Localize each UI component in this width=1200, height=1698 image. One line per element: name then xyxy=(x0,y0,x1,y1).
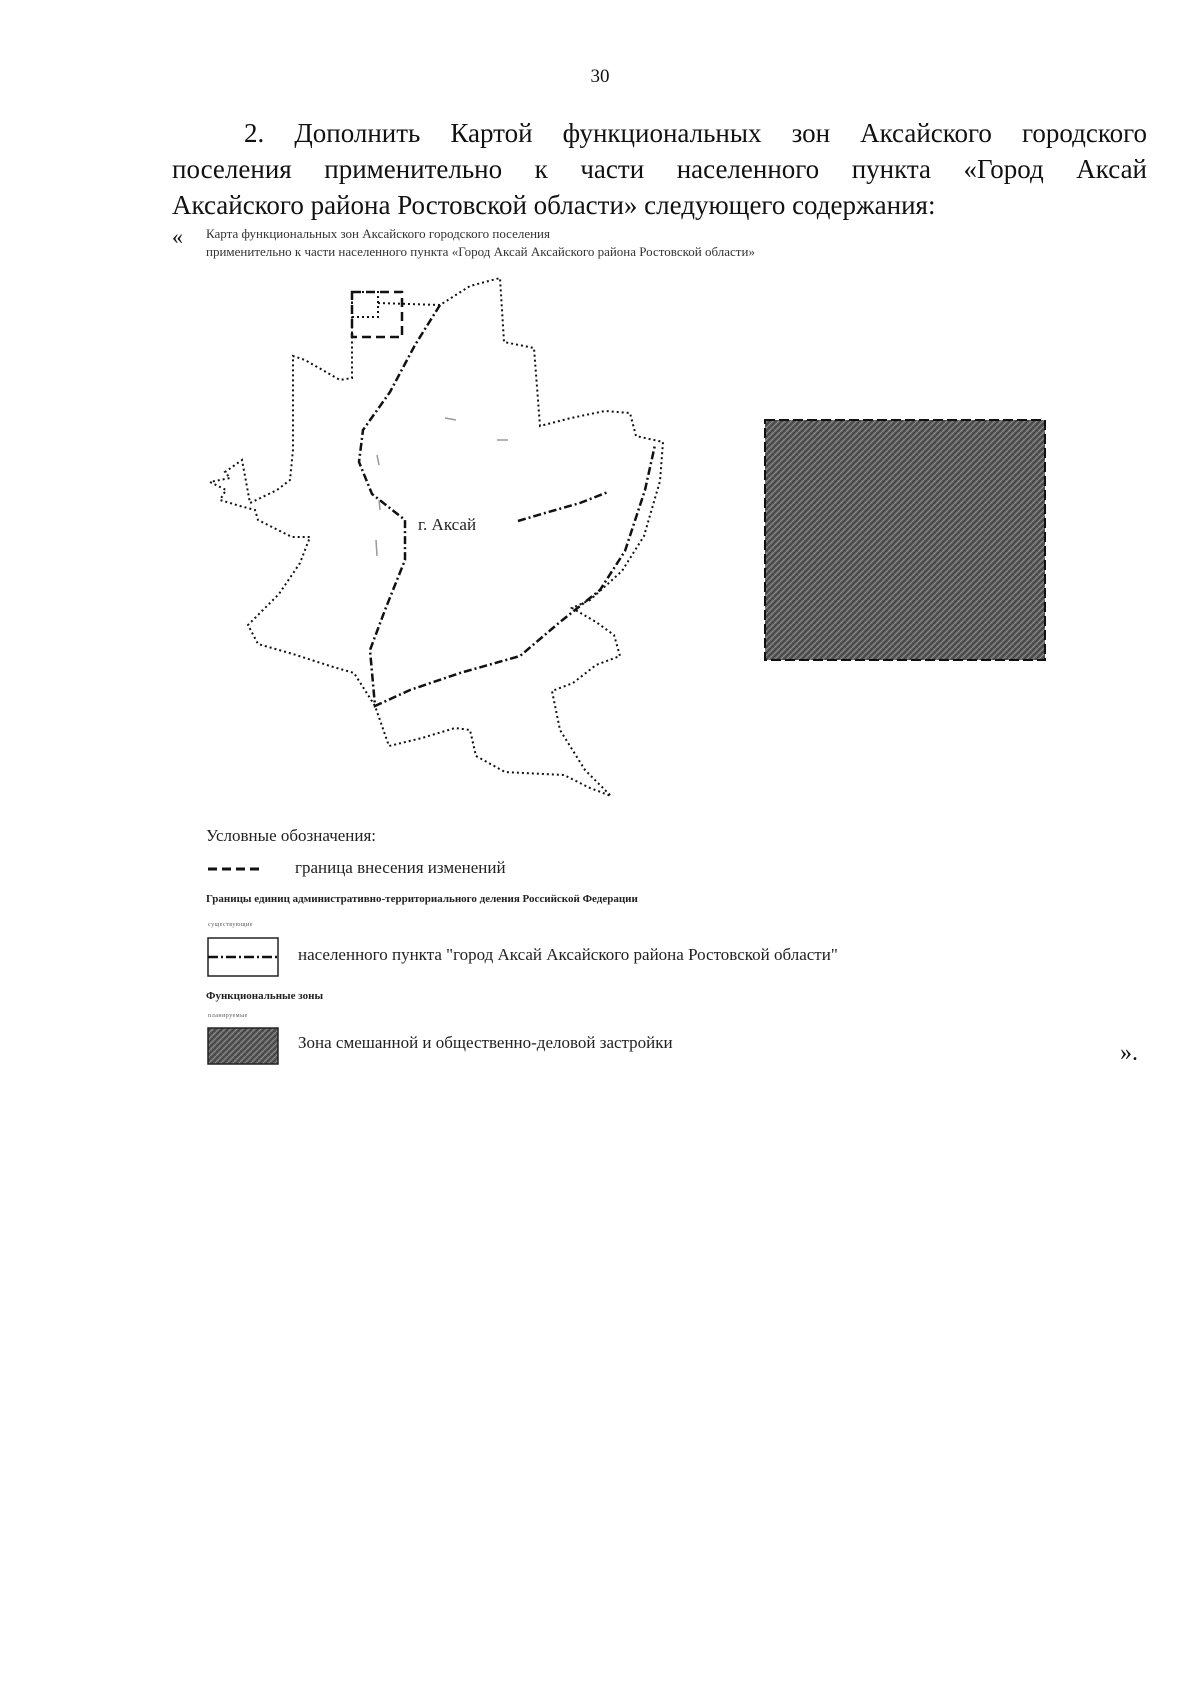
settlement-inner-boundary xyxy=(359,305,655,706)
internal-boundary-segment xyxy=(518,492,608,521)
mixed-zone-label: Зона смешанной и общественно-деловой застройки xyxy=(298,1033,673,1052)
planned-caption: планируемые xyxy=(208,1013,248,1019)
admin-boundaries-heading: Границы единиц административно-территориального деления Российской Федерации xyxy=(206,893,638,905)
change-boundary-label: граница внесения изменений xyxy=(295,858,506,877)
intro-line-2: поселения применительно к части населенного пункта «Город Аксай xyxy=(172,154,1147,184)
closing-quote: ». xyxy=(1120,1040,1138,1066)
mixed-zone-symbol xyxy=(208,1028,278,1064)
city-label: г. Аксай xyxy=(418,515,477,534)
intro-line-1: 2. Дополнить Картой функциональных зон Аксайского городского xyxy=(244,118,1147,148)
change-boundary-square xyxy=(352,292,402,337)
faint-road-marks xyxy=(376,418,508,556)
mixed-zone-area xyxy=(765,420,1045,660)
existing-caption: существующие xyxy=(208,922,253,928)
opening-quote: « xyxy=(172,224,183,249)
settlement-boundary-label: населенного пункта "город Аксай Аксайского района Ростовской области" xyxy=(298,945,838,964)
page-number: 30 xyxy=(590,66,610,87)
intro-line-3: Аксайского района Ростовской области» следующего содержания: xyxy=(172,190,936,220)
functional-zones-heading: Функциональные зоны xyxy=(206,990,324,1002)
map-title-line-1: Карта функциональных зон Аксайского городского поселения xyxy=(206,226,550,241)
legend-heading: Условные обозначения: xyxy=(206,826,377,845)
map-title-line-2: применительно к части населенного пункта «Город Аксай Аксайского района Ростовской области» xyxy=(206,244,755,259)
settlement-outer-boundary xyxy=(210,278,663,796)
